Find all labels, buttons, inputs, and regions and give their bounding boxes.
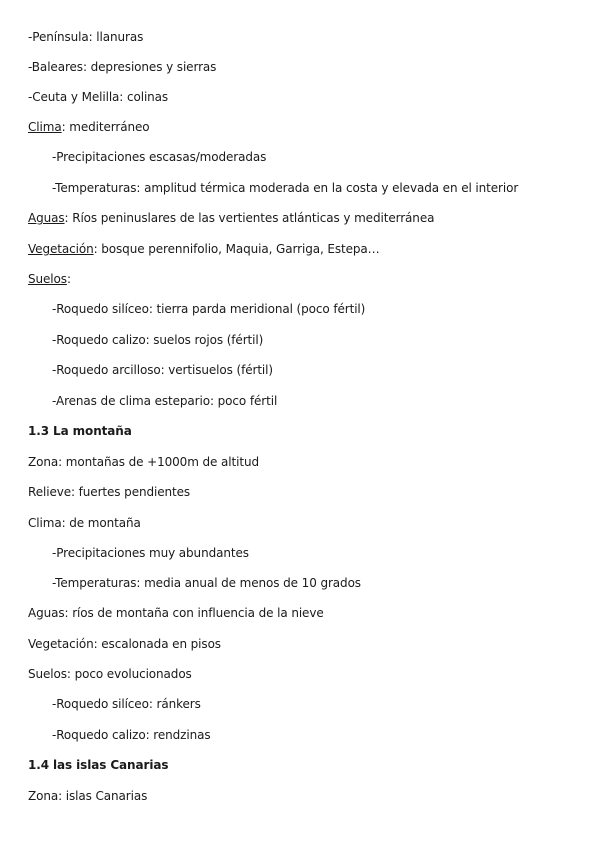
text-line-ranker: -Roquedo silíceo: ránkers	[52, 697, 201, 711]
label-suelos: Suelos	[28, 272, 67, 286]
text-line-aguas-montana: Aguas: ríos de montaña con influencia de la nieve	[28, 606, 324, 620]
section-heading-montana: 1.3 La montaña	[28, 424, 132, 438]
text-line-vegetacion-montana: Vegetación: escalonada en pisos	[28, 637, 221, 651]
text-line-clima-montana: Clima: de montaña	[28, 516, 141, 530]
text-line-precipitaciones-montana: -Precipitaciones muy abundantes	[52, 546, 249, 560]
text-line-precipitaciones: -Precipitaciones escasas/moderadas	[52, 150, 267, 164]
value-suelos: :	[66, 272, 71, 286]
section-heading-canarias: 1.4 las islas Canarias	[28, 758, 169, 772]
text-line-ceuta-melilla: -Ceuta y Melilla: colinas	[28, 90, 169, 104]
labeled-line-vegetacion	[28, 239, 380, 259]
text-line-zona-montana: Zona: montañas de +1000m de altitud	[28, 455, 259, 469]
text-line-suelos-montana: Suelos: poco evolucionados	[28, 667, 192, 681]
text-line-roquedo-calizo: -Roquedo calizo: suelos rojos (fértil)	[52, 333, 264, 347]
text-line-arenas: -Arenas de clima estepario: poco fértil	[52, 394, 278, 408]
label-clima: Clima	[28, 120, 62, 134]
label-vegetacion: Vegetación	[28, 242, 94, 256]
text-line-roquedo-arcilloso: -Roquedo arcilloso: vertisuelos (fértil)	[52, 363, 273, 377]
value-aguas: : Ríos peninuslares de las vertientes atlánticas y mediterránea	[64, 211, 435, 225]
labeled-line-clima	[28, 117, 150, 137]
text-line-temperaturas-montana: -Temperaturas: media anual de menos de 10 grados	[52, 576, 361, 590]
value-clima: : mediterráneo	[61, 120, 150, 134]
text-line-relieve: Relieve: fuertes pendientes	[28, 485, 191, 499]
value-vegetacion: : bosque perennifolio, Maquia, Garriga, Estepa…	[93, 242, 380, 256]
labeled-line-aguas	[28, 208, 434, 228]
text-line-baleares: -Baleares: depresiones y sierras	[28, 60, 217, 74]
text-line-zona-canarias: Zona: islas Canarias	[28, 789, 148, 803]
text-line-rendzinas: -Roquedo calizo: rendzinas	[52, 728, 211, 742]
text-line-temperaturas: -Temperaturas: amplitud térmica moderada en la costa y elevada en el interior	[52, 181, 519, 195]
text-line-roquedo-siliceo: -Roquedo silíceo: tierra parda meridional (poco fértil)	[52, 302, 366, 316]
label-aguas: Aguas	[28, 211, 65, 225]
labeled-line-suelos	[28, 269, 71, 289]
text-line-peninsula: -Península: llanuras	[28, 30, 144, 44]
